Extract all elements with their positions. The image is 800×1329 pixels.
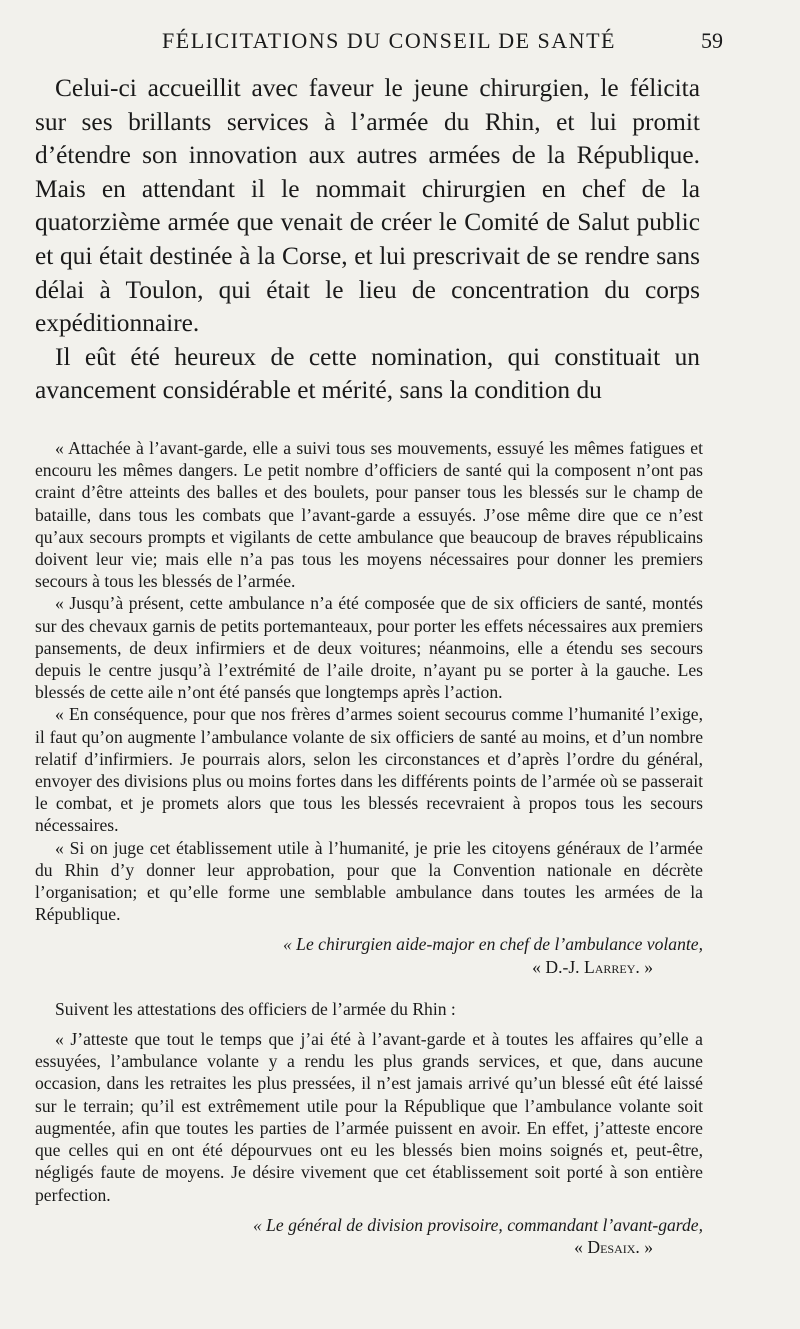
desaix-attestation: « J’atteste que tout le temps que j’ai été à l’avant-garde et à toutes les affaires qu’elle a essuyées, l’ambulance volante y a rendu les plus grands services, et que, dans aucune occasion, dans les retraites les plus pressées, il n’est jamais arrivé qu’un blessé eût été laissé sur le terrain; qu’il est extrêmement utile pour la République que l’ambulance volante soit augmentée, afin que toutes les parties de l’armée puissent en avoir. En effet, j’atteste encore que celles qui en ont été dépourvues ont eu les blessés bien moins soignés et, peut-être, négligés faute de moyens. Je désire vivement que cet établissement soit porté à son entière perfection.: [35, 1029, 703, 1205]
desaix-signature-title: « Le général de division provisoire, commandant l’avant-garde,: [252, 1214, 703, 1235]
desaix-signature-name: « Desaix. »: [574, 1236, 653, 1257]
main-paragraph: Celui-ci accueillit avec faveur le jeune chirurgien, le félicita sur ses brillants services à l’armée du Rhin, et lui promit d’étendre son innovation aux autres armées de la République. Mais en attendant il le nommait chirurgien en chef de la quatorzième armée que venait de créer le Comité de Salut public et qui était destinée à la Corse, et lui prescrivait de se rendre sans délai à Toulon, qui était le lieu de concentration du corps expéditionnaire.: [35, 74, 700, 338]
attestations-intro: Suivent les attestations des officiers de l’armée du Rhin :: [55, 998, 456, 1019]
running-title: FÉLICITATIONS DU CONSEIL DE SANTÉ: [162, 28, 616, 53]
main-text: [35, 72, 700, 408]
footnotes: [35, 437, 703, 1258]
page-header: [35, 18, 723, 54]
page-number: 59: [701, 28, 723, 53]
larrey-note-paragraph: « Jusqu’à présent, cette ambulance n’a été composée que de six officiers de santé, montés sur des chevaux garnis de petits portemanteaux, pour porter les effets nécessaires aux premiers pansements, de deux infirmiers et de deux voitures; néanmoins, elle a étendu ses secours depuis le centre jusqu’à l’extrémité de l’aile droite, n’ayant pu se porter à la gauche. Les blessés de cette aile n’ont été pansés que longtemps après l’action.: [35, 593, 703, 703]
main-paragraph: Il eût été heureux de cette nomination, qui constituait un avancement considérable et mérité, sans la condition du: [35, 342, 700, 405]
larrey-signature-title: « Le chirurgien aide-major en chef de l’ambulance volante,: [282, 934, 703, 955]
larrey-note-paragraph: « Attachée à l’avant-garde, elle a suivi tous ses mouvements, essuyé les mêmes fatigues et encouru les mêmes dangers. Le petit nombre d’officiers de santé qui la composent n’ont pas craint d’être atteints des balles et des boulets, pour panser tous les blessés sur le champ de bataille, dans tous les combats que l’avant-garde a essuyés. J’ose même dire que ce n’est qu’aux secours prompts et vigilants de cette ambulance que beaucoup de braves républicains doivent leur vie; mais elle n’a pas tous les moyens nécessaires pour donner les premiers secours à tous les blessés de l’armée.: [35, 438, 703, 592]
larrey-signature-name: « D.-J. Larrey. »: [532, 956, 653, 977]
larrey-note-paragraph: « En conséquence, pour que nos frères d’armes soient secourus comme l’humanité l’exige, il faut qu’on augmente l’ambulance volante de six officiers de santé au moins, et d’un nombre relatif d’infirmiers. Je pourrais alors, selon les circonstances et d’après l’ordre du général, envoyer des divisions plus ou moins fortes dans les différents points de l’armée où se passerait le combat, et je promets alors que tous les blessés recevraient à propos tous les secours nécessaires.: [35, 704, 703, 836]
larrey-note-paragraph: « Si on juge cet établissement utile à l’humanité, je prie les citoyens généraux de l’armée du Rhin d’y donner leur approbation, pour que la Convention nationale en décrète l’organisation; et qu’elle forme une semblable ambulance dans toutes les armées de la République.: [35, 837, 703, 925]
